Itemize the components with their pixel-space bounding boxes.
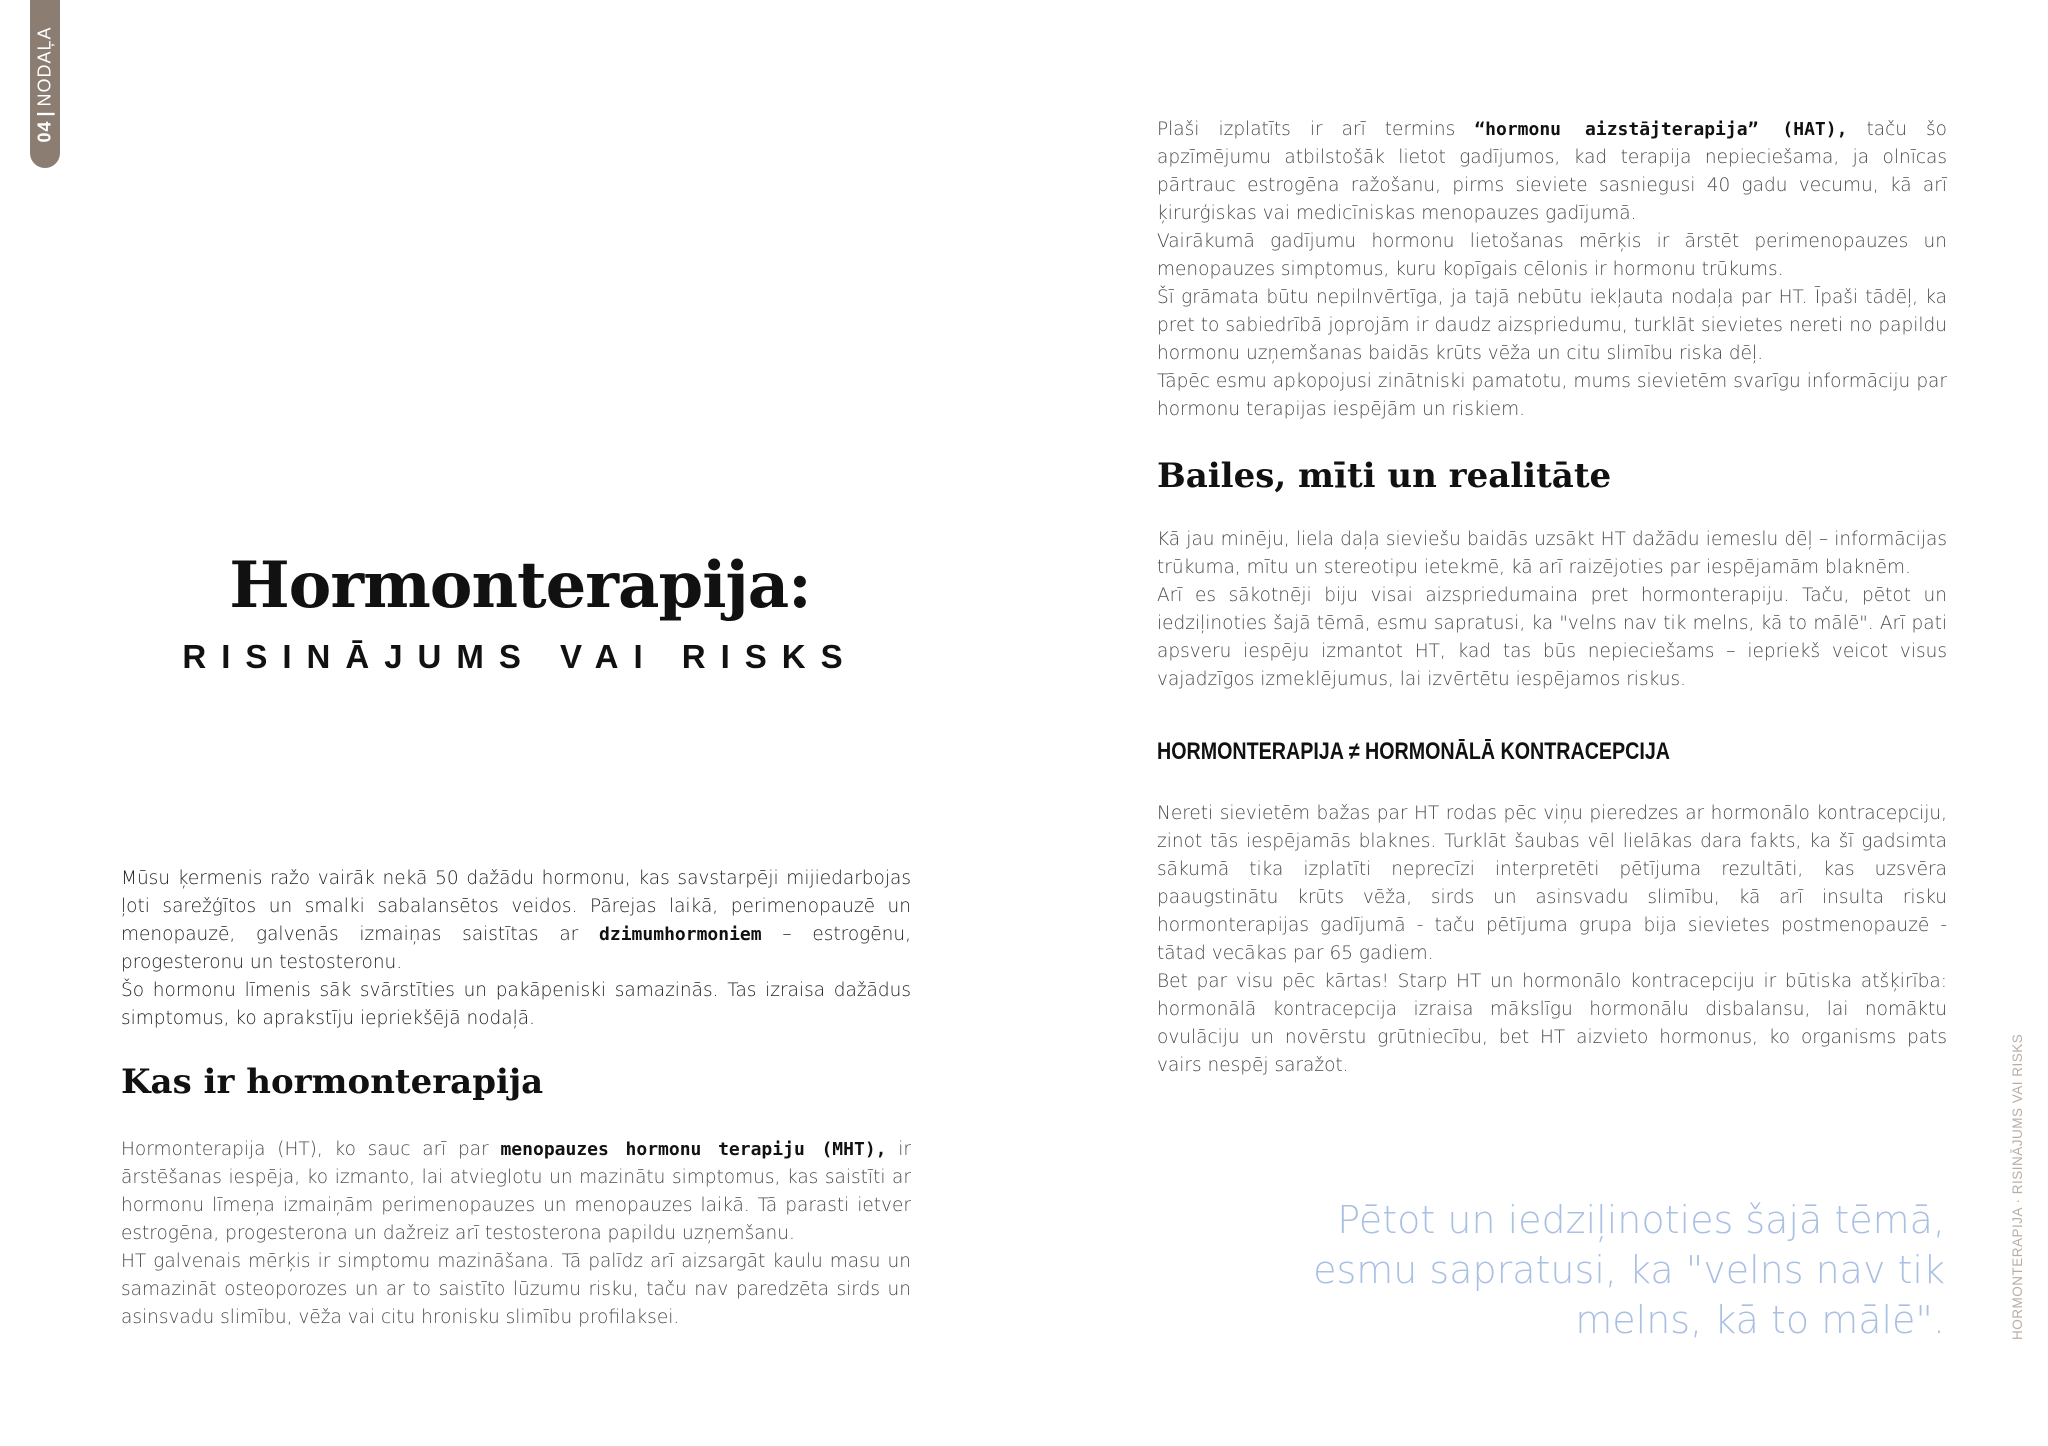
what-is-paragraph: [121, 1136, 911, 1332]
what-is-text-2: ir ārstēšanas iespēja, ko izmanto, lai atvieglotu un mazinātu simptomus, kas saistīti ar hormonu līmeņa izmaiņām perimenopauzes un menopauzes laikā. Tā parasti ietver estrogēna, progesterona un dažreiz arī testosterona papildu uzņemšanu.: [121, 1139, 911, 1244]
intro-bold: dzimumhormoniem: [599, 924, 762, 945]
what-is-text-3: HT galvenais mērķis ir simptomu mazināšana. Tā palīdz arī aizsargāt kaulu masu un samazināt osteoporozes un ar to saistīto lūzumu risku, taču nav paredzēta sirds un asinsvadu slimību, vēža vai citu hronisku slimību profilaksei.: [121, 1251, 911, 1328]
contraception-paragraph: [1157, 800, 1947, 1080]
hat-paragraph: [1157, 116, 1947, 424]
section-heading-contraception: HORMONTERAPIJA ≠ HORMONĀLĀ KONTRACEPCIJA: [1157, 738, 1671, 765]
chapter-label: NODAĻA: [34, 25, 55, 106]
chapter-tab: 04|NODAĻA: [30, 0, 60, 168]
running-head-text: HORMONTERAPIJA · RISINĀJUMS VAI RISKS: [2010, 1033, 2025, 1340]
what-is-text: Hormonterapija (HT), ko sauc arī par: [121, 1139, 501, 1160]
hat-text-5: Tāpēc esmu apkopojusi zinātniski pamatotu, mums sievietēm svarīgu informāciju par hormonu terapijas iespējām un riskiem.: [1157, 371, 1947, 420]
hat-bold: “hormonu aizstājterapija” (HAT),: [1474, 119, 1848, 140]
fears-text: Kā jau minēju, liela daļa sieviešu baidās uzsākt HT dažādu iemeslu dēļ – informācijas trūkuma, mītu un stereotipu ietekmē, kā arī raizējoties par iespējamām blaknēm.: [1157, 529, 1947, 578]
what-is-bold: menopauzes hormonu terapiju (MHT),: [500, 1139, 887, 1160]
chapter-number: 04: [34, 120, 55, 143]
hat-text-3: Vairākumā gadījumu hormonu lietošanas mērķis ir ārstēt perimenopauzes un menopauzes simptomus, kuru kopīgais cēlonis ir hormonu trūkums.: [1157, 231, 1947, 280]
intro-paragraph: [121, 865, 911, 1033]
intro-text: Mūsu ķermenis ražo vairāk nekā 50 dažādu hormonu, kas savstarpēji mijiedarbojas ļoti sarežģītos un smalki sabalansētos veidos. Pārejas laikā, perimenopauzē un menopauzē, galvenās izmaiņas saistītas ar: [121, 868, 911, 945]
fears-text-2: Arī es sākotnēji biju visai aizspriedumaina pret hormonterapiju. Taču, pētot un iedziļinoties šajā tēmā, esmu sapratusi, ka "velns nav tik melns, kā to mālē". Arī pati apsveru iespēju izmantot HT, kad tas būs nepieciešams – iepriekš veicot visus vajadzīgos izmeklējumus, lai izvērtētu iespējamos riskus.: [1157, 585, 1947, 690]
main-title: Hormonterapija:: [229, 548, 811, 623]
intro-text-3: Šo hormonu līmenis sāk svārstīties un pakāpeniski samazinās. Tas izraisa dažādus simptomus, ko aprakstīju iepriekšējā nodaļā.: [121, 980, 911, 1029]
section-heading-what-is: Kas ir hormonterapija: [121, 1062, 544, 1102]
fears-paragraph: [1157, 526, 1947, 694]
hat-text: Plaši izplatīts ir arī termins: [1157, 119, 1475, 140]
section-heading-fears: Bailes, mīti un realitāte: [1157, 456, 1612, 496]
pull-quote: Pētot un iedziļinoties šajā tēmā, esmu sapratusi, ka "velns nav tik melns, kā to mālē".: [1313, 1198, 1945, 1342]
contraception-text-2: Bet par visu pēc kārtas! Starp HT un hormonālo kontracepciju ir būtiska atšķirība: hormonālā kontracepcija izraisa mākslīgu hormonālu disbalansu, lai nomāktu ovulāciju un novērstu grūtniecību, bet HT aizvieto hormonus, ko organisms pats vairs nespēj saražot.: [1157, 971, 1947, 1076]
hat-text-2: taču šo apzīmējumu atbilstošāk lietot gadījumos, kad terapija nepieciešama, ja olnīcas pārtrauc estrogēna ražošanu, pirms sieviete sasniegusi 40 gadu vecumu, kā arī ķirurģiskas vai medicīniskas menopauzes gadījumā.: [1157, 119, 1947, 224]
contraception-text: Nereti sievietēm bažas par HT rodas pēc viņu pieredzes ar hormonālo kontracepciju, zinot tās iespējamās blaknes. Turklāt šaubas vēl lielākas dara fakts, ka šī gadsimta sākumā tika izplatīti neprecīzi interpretēti pētījuma rezultāti, kas uzsvēra paaugstinātu krūts vēža, sirds un asinsvadu slimību, kā arī insulta risku hormonterapijas gadījumā - taču pētījuma grupa bija sievietes postmenopauzē - tātad vecākas par 65 gadiem.: [1157, 803, 1947, 964]
subtitle: RISINĀJUMS VAI RISKS: [182, 638, 858, 675]
hat-text-4: Šī grāmata būtu nepilnvērtīga, ja tajā nebūtu iekļauta nodaļa par HT. Īpaši tādēļ, ka pret to sabiedrībā joprojām ir daudz aizspriedumu, turklāt sievietes nereti no papildu hormonu uzņemšanas baidās krūts vēža un citu slimību riska dēļ.: [1157, 287, 1947, 364]
intro-text-2: – estrogēnu, progesteronu un testosteronu.: [121, 924, 911, 973]
